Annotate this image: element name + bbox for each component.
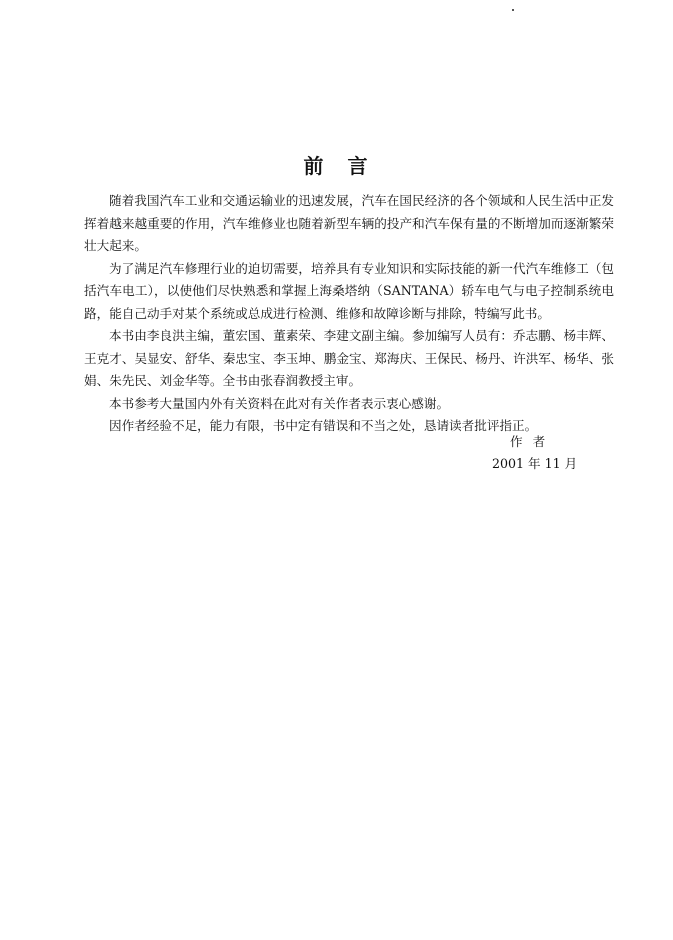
page-title: 前 言 <box>303 154 370 178</box>
paragraph-2: 为了满足汽车修理行业的迫切需要，培养具有专业知识和实际技能的新一代汽车维修工（包括汽车电工），以使他们尽快熟悉和掌握上海桑塔纳（SANTANA）轿车电气与电子控制系统电路，能自己动手对某个系统或总成进行检测、维修和故障诊断与排除，特编写此书。 <box>84 260 614 321</box>
scan-speck <box>512 9 514 11</box>
signature-date: 2001 年 11 月 <box>492 456 578 471</box>
paragraph-5: 因作者经验不足，能力有限，书中定有错误和不当之处，恳请读者批评指正。 <box>109 418 538 433</box>
paragraph-4: 本书参考大量国内外有关资料在此对有关作者表示衷心感谢。 <box>109 395 450 411</box>
signature-author: 作者 <box>510 434 556 449</box>
paragraph-3: 本书由李良洪主编，董宏国、董素荣、李建文副主编。参加编写人员有：乔志鹏、杨丰辉、王克才、吴显安、舒华、秦忠宝、李玉坤、鹏金宝、郑海庆、王保民、杨丹、许洪军、杨华、张娟、朱先民、刘金华等。全书由张春润教授主审。 <box>84 328 614 388</box>
preface-body <box>84 190 614 438</box>
paragraph-1: 随着我国汽车工业和交通运输业的迅速发展，汽车在国民经济的各个领域和人民生活中正发挥着越来越重要的作用，汽车维修业也随着新型车辆的投产和汽车保有量的不断增加而逐渐繁荣壮大起来。 <box>84 193 614 253</box>
